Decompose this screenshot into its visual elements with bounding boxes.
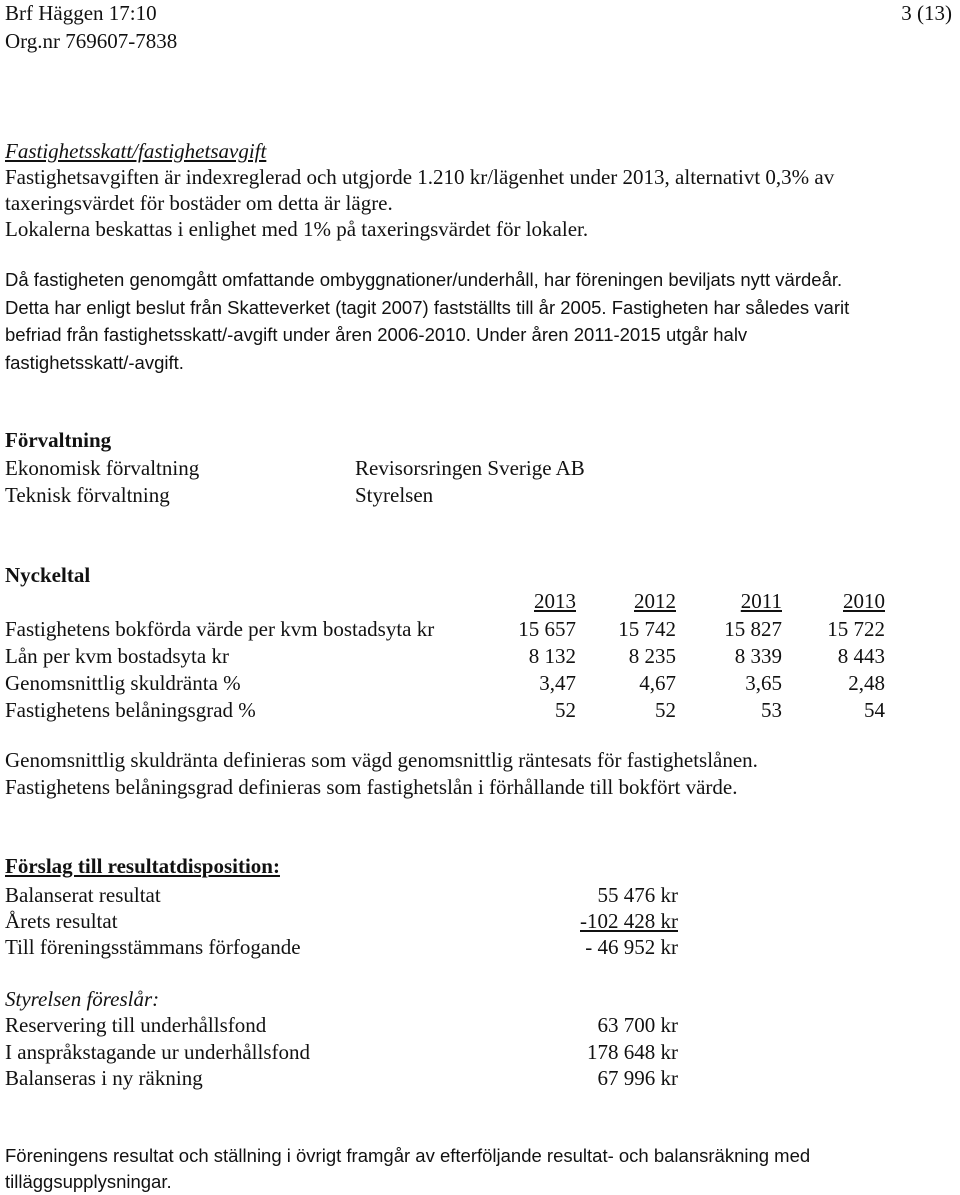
key-figure-value: 8 339 xyxy=(734,644,782,668)
key-figure-value: 8 235 xyxy=(628,644,676,668)
board-proposal-label: Balanseras i ny räkning xyxy=(5,1066,203,1090)
footer-line: Föreningens resultat och ställning i övrigt framgår av efterföljande resultat- och balansräkning med xyxy=(5,1145,811,1166)
disposition-value: -102 428 kr xyxy=(580,909,678,933)
key-figure-label: Fastighetens belåningsgrad % xyxy=(5,698,256,722)
key-figure-value: 15 657 xyxy=(518,617,576,641)
key-figure-label: Genomsnittlig skuldränta % xyxy=(5,671,241,695)
org-number: Org.nr 769607-7838 xyxy=(5,29,178,53)
org-name: Brf Häggen 17:10 xyxy=(5,1,157,25)
disposition-label: Årets resultat xyxy=(5,909,118,933)
board-proposal-value: 63 700 kr xyxy=(597,1013,678,1037)
property-tax-line: Fastighetsavgiften är indexreglerad och utgjorde 1.210 kr/lägenhet under 2013, alternativt 0,3% av xyxy=(5,165,835,189)
key-figure-value: 2,48 xyxy=(848,671,885,695)
key-figure-value: 52 xyxy=(555,698,576,722)
property-tax-paragraph-line: Då fastigheten genomgått omfattande ombyggnationer/underhåll, har föreningen beviljats nytt värdeår. xyxy=(5,269,843,290)
property-tax-paragraph-line: fastighetsskatt/-avgift. xyxy=(5,352,184,373)
key-figure-value: 52 xyxy=(655,698,676,722)
year-header-2010: 2010 xyxy=(843,589,885,613)
property-tax-paragraph-line: Detta har enligt beslut från Skatteverket (tagit 2007) fastställts till år 2005. Fastigheten har således varit xyxy=(5,297,850,318)
key-figure-label: Lån per kvm bostadsyta kr xyxy=(5,644,229,668)
key-figure-value: 8 443 xyxy=(837,644,885,668)
key-figure-value: 15 827 xyxy=(724,617,782,641)
management-value: Styrelsen xyxy=(355,483,434,507)
key-figure-value: 8 132 xyxy=(528,644,576,668)
disposition-heading: Förslag till resultatdisposition: xyxy=(5,854,280,878)
key-figure-value: 53 xyxy=(761,698,782,722)
year-header-2011: 2011 xyxy=(740,589,782,613)
disposition-label: Balanserat resultat xyxy=(5,883,161,907)
key-figure-value: 3,47 xyxy=(539,671,576,695)
disposition-label: Till föreningsstämmans förfogande xyxy=(5,935,301,959)
key-figure-value: 15 722 xyxy=(827,617,885,641)
key-figure-label: Fastighetens bokförda värde per kvm bostadsyta kr xyxy=(5,617,435,641)
year-header-2012: 2012 xyxy=(634,589,676,613)
key-figure-value: 15 742 xyxy=(618,617,676,641)
key-figures-note: Fastighetens belåningsgrad definieras som fastighetslån i förhållande till bokfört värde. xyxy=(5,775,738,799)
board-proposal-label: I anspråkstagande ur underhållsfond xyxy=(5,1040,310,1064)
management-value: Revisorsringen Sverige AB xyxy=(355,456,585,480)
board-proposal-heading: Styrelsen föreslår: xyxy=(5,987,160,1011)
key-figure-value: 3,65 xyxy=(745,671,782,695)
management-label: Ekonomisk förvaltning xyxy=(5,456,200,480)
key-figure-value: 4,67 xyxy=(639,671,676,695)
disposition-value: 55 476 kr xyxy=(597,883,678,907)
year-header-2013: 2013 xyxy=(534,589,576,613)
board-proposal-value: 178 648 kr xyxy=(587,1040,678,1064)
footer-line: tilläggsupplysningar. xyxy=(5,1171,172,1192)
page-number: 3 (13) xyxy=(901,1,952,25)
key-figure-value: 54 xyxy=(864,698,885,722)
property-tax-line: Lokalerna beskattas i enlighet med 1% på taxeringsvärdet för lokaler. xyxy=(5,217,589,241)
property-tax-line: taxeringsvärdet för bostäder om detta är lägre. xyxy=(5,191,393,215)
board-proposal-label: Reservering till underhållsfond xyxy=(5,1013,267,1037)
property-tax-paragraph-line: befriad från fastighetsskatt/-avgift under åren 2006-2010. Under åren 2011-2015 utgår halv xyxy=(5,324,748,345)
management-label: Teknisk förvaltning xyxy=(5,483,170,507)
board-proposal-value: 67 996 kr xyxy=(597,1066,678,1090)
management-heading: Förvaltning xyxy=(5,428,112,452)
property-tax-heading: Fastighetsskatt/fastighetsavgift xyxy=(5,139,267,163)
key-figures-note: Genomsnittlig skuldränta definieras som vägd genomsnittlig räntesats för fastighetslånen. xyxy=(5,748,758,772)
disposition-value: - 46 952 kr xyxy=(585,935,678,959)
key-figures-heading: Nyckeltal xyxy=(5,563,91,587)
